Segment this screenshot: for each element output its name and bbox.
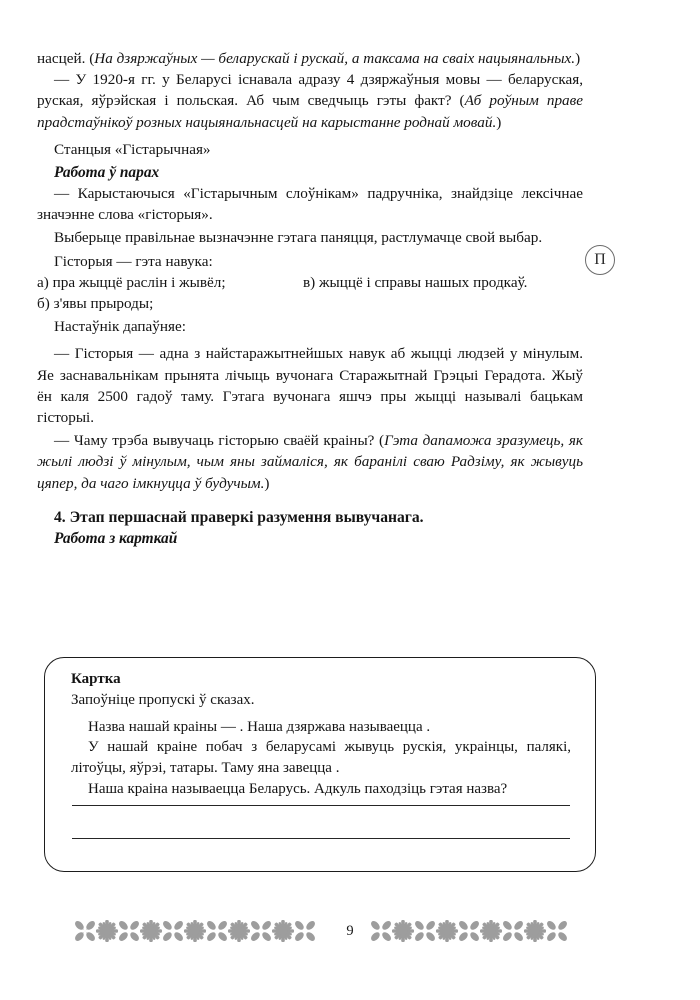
heading-pair-work: Работа ў парах bbox=[54, 164, 160, 182]
task-dictionary: — Карыстаючыся «Гістарычным слоўнікам» падручніка, знайдзіце лексічнае значэнне слова «гісторыя». bbox=[37, 185, 583, 224]
fill-1-middle: . Наша дзяржава называецца bbox=[239, 718, 427, 735]
spacer bbox=[37, 494, 583, 507]
worksheet-answer-lines bbox=[72, 805, 570, 871]
worksheet-card bbox=[44, 657, 596, 872]
answer-write-line[interactable] bbox=[72, 838, 570, 839]
paragraph-nationalities-close: ) bbox=[575, 50, 581, 67]
paragraph-1920s bbox=[37, 69, 583, 133]
ornament-left bbox=[72, 918, 332, 944]
ornament-strip-left-icon bbox=[72, 918, 332, 944]
fill-in-sentence-1 bbox=[71, 717, 571, 738]
worksheet-instruction: Запоўніце пропускі ў сказах. bbox=[71, 691, 255, 708]
task-choose-definition: Выберыце правільнае вызначэнне гэтага паняцця, растлумачце свой выбар. bbox=[54, 229, 543, 247]
paragraph-nationalities-text: насцей. ( bbox=[37, 50, 95, 67]
worksheet-card-title: Картка bbox=[71, 671, 121, 687]
heading-stage-4: 4. Этап першаснай праверкі разумення вывучанага. bbox=[54, 508, 424, 526]
heading-card-work: Работа з карткай bbox=[54, 529, 178, 547]
answer-option-b: б) з'явы прыроды; bbox=[37, 295, 154, 313]
station-label: Станцыя «Гістарычная» bbox=[54, 140, 211, 158]
fill-1-after: . bbox=[426, 718, 431, 735]
answer-options-right-column bbox=[303, 272, 583, 314]
fill-2-after: . bbox=[335, 760, 340, 777]
paragraph-1920s-italic: Аб роўным праве прадстаўнікоў розных нацыянальнасцей на карыстанне роднай мовай. bbox=[37, 92, 583, 131]
teacher-adds-label: Настаўнік дапаўняе: bbox=[54, 318, 186, 336]
fill-2-before: У нашай краіне побач з беларусамі жывуць рускія, украінцы, палякі, літоўцы, яўрэі, татары. Таму яна завецца bbox=[71, 739, 571, 777]
page-number: 9 bbox=[346, 922, 354, 939]
ornament-strip-right-icon bbox=[368, 918, 628, 944]
paragraph-1920s-close: ) bbox=[496, 113, 502, 131]
fill-1-before: Назва нашай краіны — bbox=[88, 718, 240, 735]
answer-write-line[interactable] bbox=[72, 805, 570, 806]
page-footer bbox=[0, 918, 700, 944]
ornament-right bbox=[368, 918, 628, 944]
paragraph-nationalities-italic: На дзяржаўных — беларускай і рускай, а таксама на сваіх нацыянальных. bbox=[94, 50, 576, 67]
definition-lead-in: Гісторыя — гэта навука: bbox=[54, 252, 213, 270]
answer-options-row bbox=[37, 272, 583, 314]
paragraph-why-study-italic: Гэта дапаможа зразумець, як жылі людзі ў мінулым, чым яны займаліся, як баранілі сваю Радзіму, як жывуць цяпер, да чаго імкнуцца ў будучым. bbox=[37, 432, 583, 492]
circled-letter-label: П bbox=[594, 251, 606, 268]
paragraph-1920s-text: — У 1920-я гг. у Беларусі існавала адразу 4 дзяржаўныя мовы — беларуская, руская, яўрэйская і польская. Аб чым сведчыць гэты факт? ( bbox=[37, 71, 583, 110]
paragraph-why-study bbox=[37, 430, 583, 494]
worksheet-question: Наша краіна называецца Беларусь. Адкуль паходзіць гэтая назва? bbox=[88, 780, 508, 797]
paragraph-history-science: — Гісторыя — адна з найстаражытнейшых навук аб жыцці людзей у мінулым. Яе заснавальнікам прынята лічыць вучонага Старажытнай Грэцыі Герадота. Жыў ён каля 2500 гадоў таму. Гэтага вучонага яшчэ пры жыцці называлі бацькам гісторыі. bbox=[37, 345, 583, 427]
worksheet-card-content bbox=[71, 669, 571, 800]
circled-letter-icon bbox=[585, 245, 615, 275]
fill-in-sentence-2 bbox=[71, 737, 571, 779]
paragraph-why-study-close: ) bbox=[264, 474, 270, 492]
answer-options-left-column bbox=[37, 272, 303, 314]
paragraph-why-study-text: — Чаму трэба вывучаць гісторыю сваёй краіны? ( bbox=[54, 432, 385, 450]
answer-option-v: в) жыццё і справы нашых продкаў. bbox=[303, 273, 528, 291]
page-body bbox=[37, 48, 583, 549]
paragraph-nationalities bbox=[37, 48, 583, 69]
answer-option-a: а) пра жыццё раслін і жывёл; bbox=[37, 273, 226, 291]
